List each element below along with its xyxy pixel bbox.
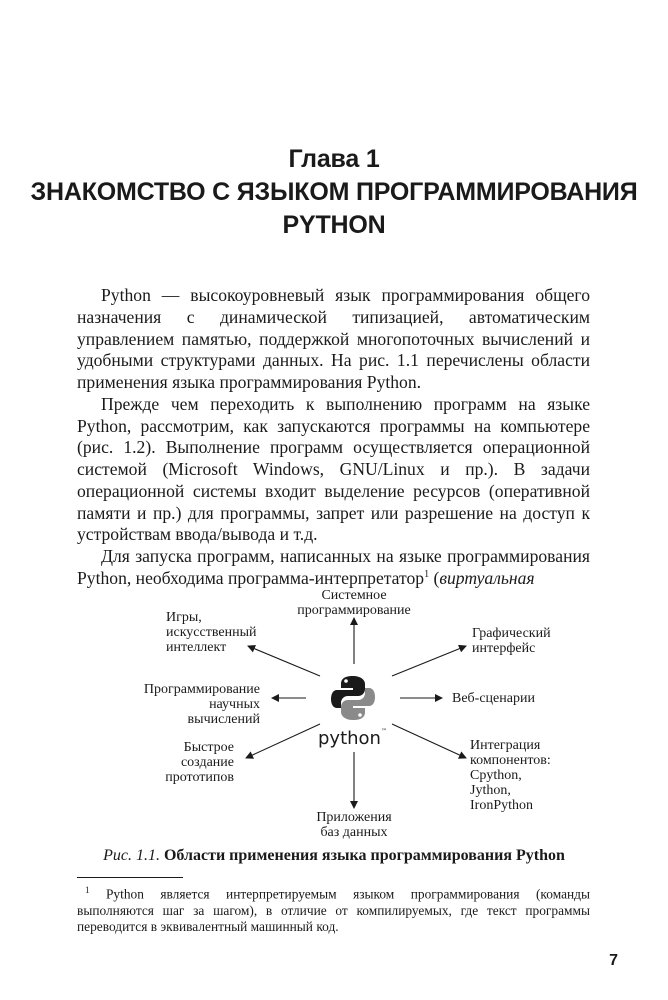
paragraph: Прежде чем переходить к выполнению программ на языке Python, рассмотрим, как запускаются программы на компьютере (рис. 1.2). Выполнение программ осуществляется операционной системой (Microsoft Windows, GNU/Linux и пр.). В задачи операционной системы входит выделение ресурсов (оперативной памяти и пр.) для программы, запрет или разрешение на доступ к устройствам ввода/вывода и т.д. xyxy=(77,393,590,545)
label-line: Jython, xyxy=(470,783,511,798)
label-line: баз данных xyxy=(320,825,388,840)
caption-number: Рис. 1.1. xyxy=(103,847,160,864)
paragraph-text: ( xyxy=(429,567,440,588)
arrow-up-right xyxy=(392,646,466,676)
label-line: интерфейс xyxy=(472,641,536,656)
label-system-programming xyxy=(272,588,436,618)
label-database-apps xyxy=(284,810,424,840)
label-line: создание xyxy=(180,755,234,770)
label-line: IronPython xyxy=(470,798,533,813)
footnote-text: Python является интерпретируемым языком программирования (команды выполняются шаг за шагом), в отличие от компилируемых, где текст программы переводится в эквивалентный машинный код. xyxy=(77,886,590,935)
paragraph-text: Для запуска программ, написанных на языке программирования Python, необходима программа-интерпретатор xyxy=(77,546,590,588)
italic-text: виртуальная xyxy=(439,567,535,588)
label-line: компонентов: xyxy=(470,753,551,768)
logo-text: python xyxy=(318,728,381,749)
label-line: Программирование xyxy=(143,682,260,697)
paragraph: Python — высокоуровневый язык программирования общего назначения с динамической типизацией, автоматическим управлением памятью, поддержкой многопоточных вычислений и удобными структурами данных. На рис. 1.1 перечислены области применения языка программирования Python. xyxy=(77,285,590,392)
label-line: Графический xyxy=(472,626,551,641)
figure-caption xyxy=(0,846,668,866)
label-line: вычислений xyxy=(187,712,260,727)
label-line: Интеграция xyxy=(470,738,541,753)
label-line: интеллект xyxy=(166,640,227,655)
label-web-scripts xyxy=(452,691,582,706)
label-line: прототипов xyxy=(165,770,234,785)
label-line: искусственный xyxy=(166,625,257,640)
caption-title: Области применения языка программирования Python xyxy=(163,847,565,864)
chapter-title xyxy=(0,176,668,242)
arrow-down-left xyxy=(246,724,320,758)
label-line: Системное xyxy=(321,588,387,603)
footnote xyxy=(77,882,590,936)
figure-python-applications xyxy=(0,588,668,848)
label-line: Приложения xyxy=(316,810,392,825)
label-rapid-prototyping xyxy=(130,740,234,785)
chapter-title-line: PYTHON xyxy=(282,211,386,239)
label-line: Веб-сценарии xyxy=(452,691,535,706)
chapter-number: Глава 1 xyxy=(288,145,380,173)
chapter-title-line: ЗНАКОМСТВО С ЯЗЫКОМ ПРОГРАММИРОВАНИЯ xyxy=(30,178,638,206)
footnote-marker: 1 xyxy=(85,885,90,895)
label-gui xyxy=(472,626,592,656)
label-component-integration xyxy=(470,738,600,813)
footnote-divider xyxy=(77,877,183,878)
body-text xyxy=(77,285,590,590)
arrow-down-right xyxy=(392,724,466,758)
footnote-reference[interactable]: 1 xyxy=(424,568,430,580)
trademark-mark: ™ xyxy=(380,728,387,735)
python-logo-wordmark xyxy=(318,728,387,749)
label-line: Cpython, xyxy=(470,768,522,783)
label-scientific-computing xyxy=(110,682,260,727)
label-line: программирование xyxy=(297,603,411,618)
label-line: Быстрое xyxy=(183,740,234,755)
paragraph xyxy=(77,546,590,590)
label-line: Игры, xyxy=(166,610,202,625)
python-logo-icon xyxy=(331,676,375,720)
label-line: научных xyxy=(209,697,260,712)
page-number: 7 xyxy=(609,952,618,969)
label-games-ai xyxy=(166,610,286,655)
